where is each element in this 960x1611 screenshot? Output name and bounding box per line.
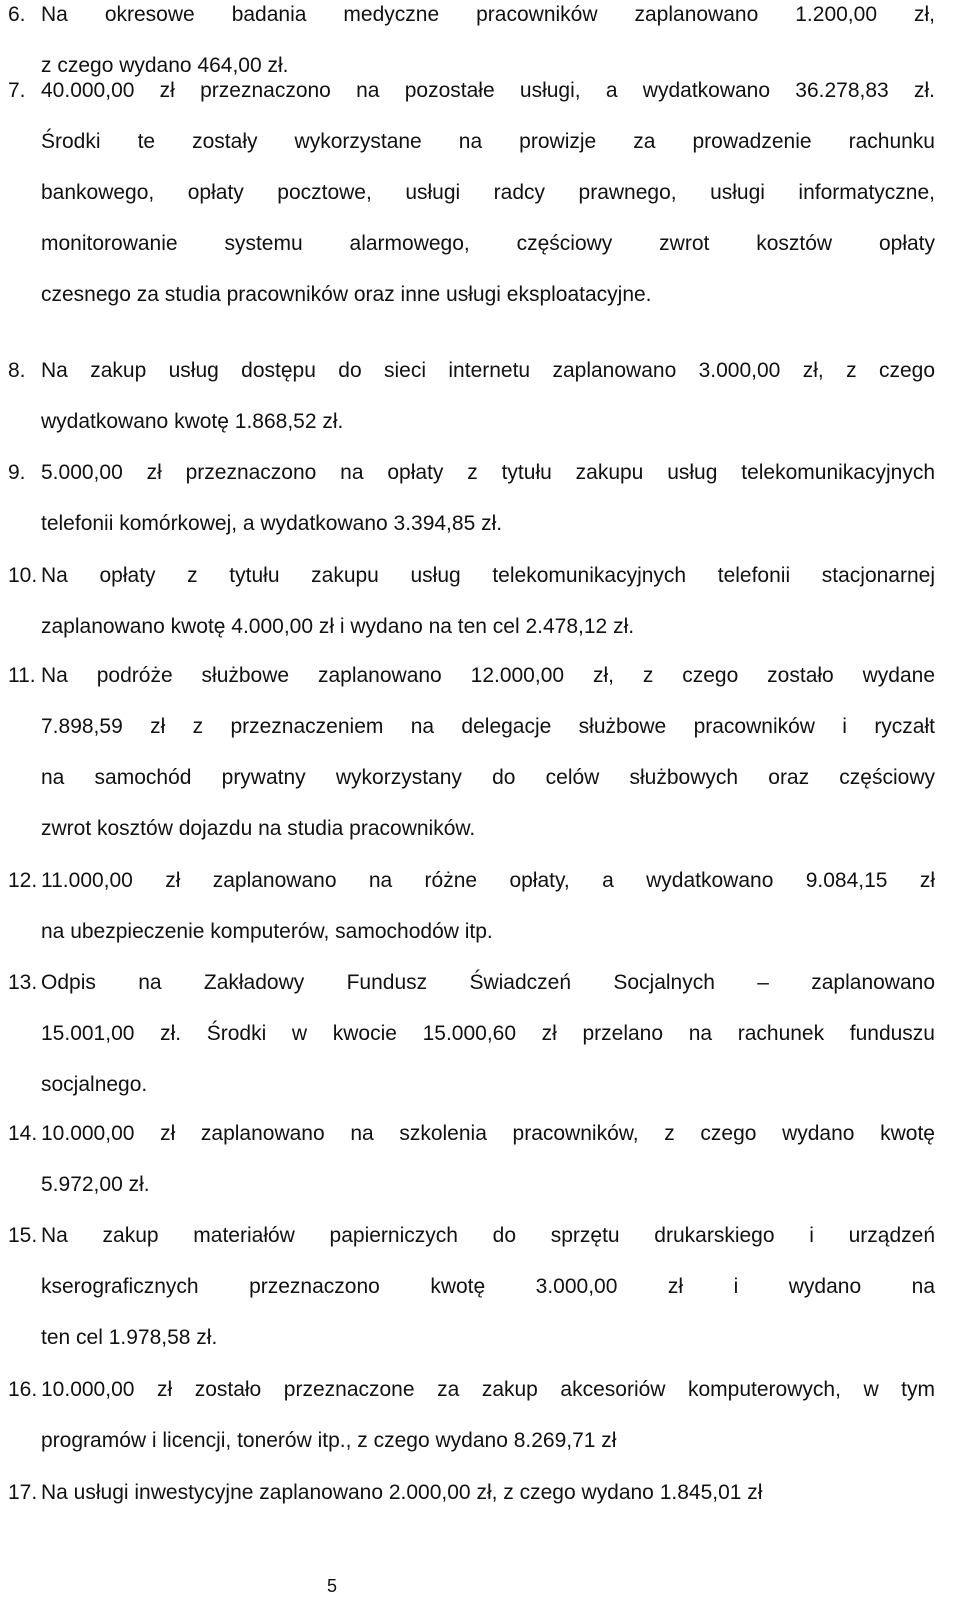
list-item-number: 13. bbox=[8, 971, 38, 994]
list-item-number: 6. bbox=[8, 3, 26, 26]
list-item-text-line: Na podróże służbowe zaplanowano 12.000,00 zł, z czego zostało wydane bbox=[41, 664, 935, 687]
list-item-text-line: 10.000,00 zł zostało przeznaczone za zakup akcesoriów komputerowych, w tym bbox=[41, 1378, 935, 1401]
list-item-number: 12. bbox=[8, 869, 38, 892]
list-item-number: 7. bbox=[8, 79, 26, 102]
list-item-text-line: z czego wydano 464,00 zł. bbox=[41, 54, 289, 77]
list-item-text-line: 5.000,00 zł przeznaczono na opłaty z tytułu zakupu usług telekomunikacyjnych bbox=[41, 461, 935, 484]
list-item-text-line: Na zakup materiałów papierniczych do sprzętu drukarskiego i urządzeń bbox=[41, 1224, 935, 1247]
list-item-text-line: 11.000,00 zł zaplanowano na różne opłaty, a wydatkowano 9.084,15 zł bbox=[41, 869, 935, 892]
page-number: 5 bbox=[327, 1576, 338, 1596]
list-item-number: 14. bbox=[8, 1122, 38, 1145]
list-item-text-line: Środki te zostały wykorzystane na prowizje za prowadzenie rachunku bbox=[41, 130, 935, 153]
list-item-text-line: Na zakup usług dostępu do sieci internetu zaplanowano 3.000,00 zł, z czego bbox=[41, 359, 935, 382]
list-item-text-line: Na okresowe badania medyczne pracowników zaplanowano 1.200,00 zł, bbox=[41, 3, 935, 26]
list-item-text-line: Na opłaty z tytułu zakupu usług telekomunikacyjnych telefonii stacjonarnej bbox=[41, 564, 935, 587]
list-item-number: 16. bbox=[8, 1378, 38, 1401]
list-item-text-line: zwrot kosztów dojazdu na studia pracowników. bbox=[41, 817, 476, 840]
list-item-number: 9. bbox=[8, 461, 26, 484]
list-item-text-line: zaplanowano kwotę 4.000,00 zł i wydano na ten cel 2.478,12 zł. bbox=[41, 615, 635, 638]
list-item-text-line: Odpis na Zakładowy Fundusz Świadczeń Socjalnych – zaplanowano bbox=[41, 971, 935, 994]
list-item-number: 8. bbox=[8, 359, 26, 382]
list-item-text-line: na samochód prywatny wykorzystany do celów służbowych oraz częściowy bbox=[41, 766, 935, 789]
list-item-number: 15. bbox=[8, 1224, 38, 1247]
list-item-text-line: wydatkowano kwotę 1.868,52 zł. bbox=[41, 410, 344, 433]
list-item-text-line: 7.898,59 zł z przeznaczeniem na delegacje służbowe pracowników i ryczałt bbox=[41, 715, 935, 738]
list-item-text-line: telefonii komórkowej, a wydatkowano 3.394,85 zł. bbox=[41, 512, 503, 535]
list-item-text-line: czesnego za studia pracowników oraz inne usługi eksploatacyjne. bbox=[41, 283, 652, 306]
list-item-text-line: ten cel 1.978,58 zł. bbox=[41, 1326, 218, 1349]
list-item-text-line: Na usługi inwestycyjne zaplanowano 2.000,00 zł, z czego wydano 1.845,01 zł bbox=[41, 1481, 763, 1504]
list-item-text-line: monitorowanie systemu alarmowego, częściowy zwrot kosztów opłaty bbox=[41, 232, 935, 255]
list-item-text-line: na ubezpieczenie komputerów, samochodów itp. bbox=[41, 920, 493, 943]
list-item-text-line: 10.000,00 zł zaplanowano na szkolenia pracowników, z czego wydano kwotę bbox=[41, 1122, 935, 1145]
list-item-number: 17. bbox=[8, 1481, 38, 1504]
list-item-text-line: kserograficznych przeznaczono kwotę 3.000,00 zł i wydano na bbox=[41, 1275, 935, 1298]
list-item-text-line: 15.001,00 zł. Środki w kwocie 15.000,60 zł przelano na rachunek funduszu bbox=[41, 1022, 935, 1045]
list-item-text-line: programów i licencji, tonerów itp., z czego wydano 8.269,71 zł bbox=[41, 1429, 617, 1452]
list-item-text-line: socjalnego. bbox=[41, 1073, 148, 1096]
list-item-text-line: bankowego, opłaty pocztowe, usługi radcy prawnego, usługi informatyczne, bbox=[41, 181, 935, 204]
list-item-text-line: 40.000,00 zł przeznaczono na pozostałe usługi, a wydatkowano 36.278,83 zł. bbox=[41, 79, 935, 102]
list-item-number: 10. bbox=[8, 564, 38, 587]
list-item-text-line: 5.972,00 zł. bbox=[41, 1173, 150, 1196]
list-item-number: 11. bbox=[8, 664, 36, 687]
